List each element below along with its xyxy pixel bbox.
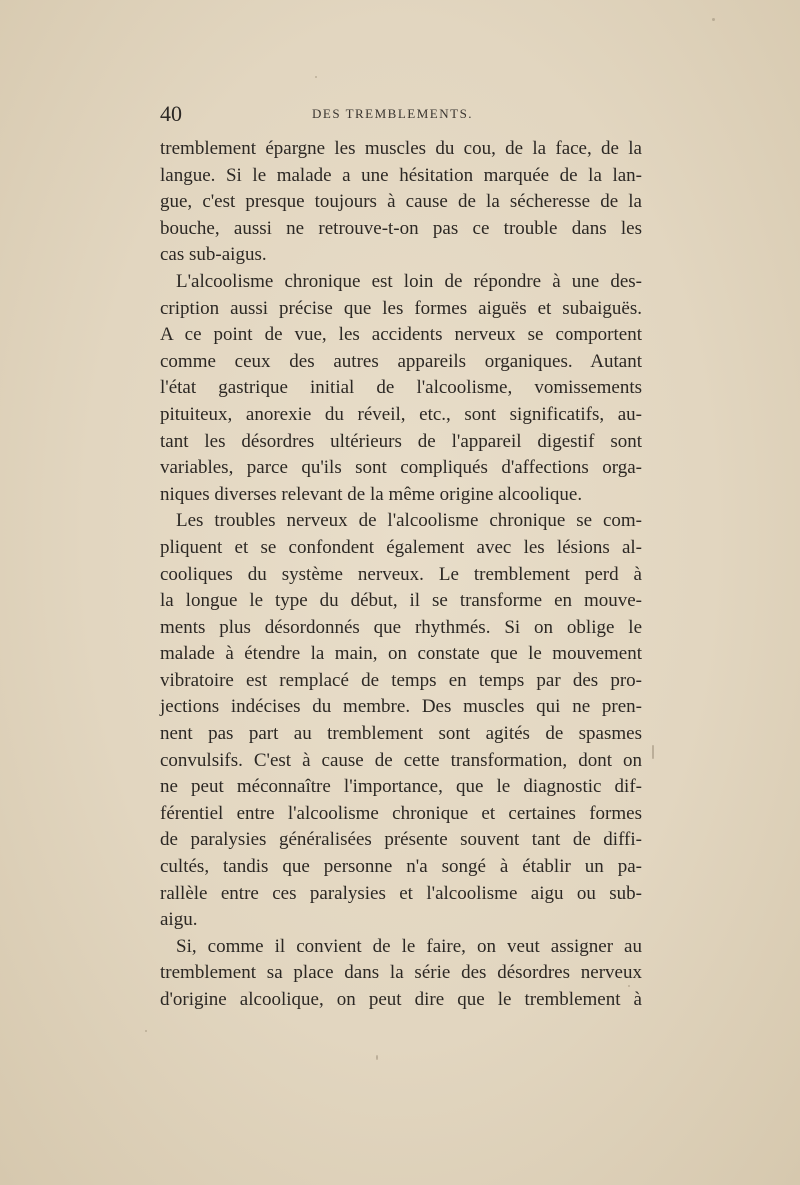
page-number: 40	[160, 101, 182, 126]
text-line: pliquent et se confondent également avec les lésions al-	[160, 536, 642, 558]
text-line: nent pas part au tremblement sont agités de spasmes	[160, 723, 642, 745]
text-line: vibratoire est remplacé de temps en temps par des pro-	[160, 669, 642, 691]
text-line: langue. Si le malade a une hésitation marquée de la lan-	[160, 164, 642, 186]
text-line: niques diverses relevant de la même origine alcoolique.	[160, 483, 583, 505]
text-line: tant les désordres ultérieurs de l'appareil digestif sont	[160, 430, 642, 452]
text-line: comme ceux des autres appareils organiques. Autant	[160, 350, 642, 372]
text-line: cultés, tandis que personne n'a songé à établir un pa-	[160, 856, 642, 878]
paper-speck	[145, 1030, 147, 1032]
text-line: bouche, aussi ne retrouve-t-on pas ce trouble dans les	[160, 217, 642, 239]
text-line: aigu.	[160, 909, 198, 931]
paper-speck	[712, 18, 715, 21]
text-line: jections indécises du membre. Des muscles qui ne pren-	[160, 696, 642, 718]
text-line: cooliques du système nerveux. Le tremblement perd à	[160, 563, 642, 585]
text-line: gue, c'est presque toujours à cause de la sécheresse de la	[160, 191, 642, 213]
text-line: tremblement épargne les muscles du cou, de la face, de la	[160, 138, 642, 159]
text-line: malade à étendre la main, on constate que le mouvement	[160, 643, 642, 665]
text-line: convulsifs. C'est à cause de cette transformation, dont on	[160, 749, 642, 771]
page-header	[160, 100, 642, 128]
body-text	[160, 136, 642, 1014]
paper-speck	[652, 745, 654, 759]
paper-speck	[628, 985, 630, 987]
text-line: rallèle entre ces paralysies et l'alcoolisme aigu ou sub-	[160, 882, 642, 904]
running-head: DES TREMBLEMENTS.	[312, 106, 474, 121]
text-line: la longue le type du début, il se transforme en mouve-	[160, 590, 642, 612]
paragraph-start-line: Si, comme il convient de le faire, on veut assigner au	[176, 935, 642, 957]
text-line: A ce point de vue, les accidents nerveux se comportent	[160, 324, 642, 346]
text-line: ne peut méconnaître l'importance, que le diagnostic dif-	[160, 776, 642, 798]
text-line: pituiteux, anorexie du réveil, etc., sont significatifs, au-	[160, 403, 642, 425]
text-line: d'origine alcoolique, on peut dire que le tremblement à	[160, 989, 642, 1010]
text-line: l'état gastrique initial de l'alcoolisme, vomissements	[160, 377, 642, 399]
text-line: cas sub-aigus.	[160, 244, 267, 266]
text-line: tremblement sa place dans la série des désordres nerveux	[160, 962, 642, 984]
text-line: cription aussi précise que les formes aiguës et subaiguës.	[160, 297, 642, 319]
text-line: variables, parce qu'ils sont compliqués d'affections orga-	[160, 457, 642, 479]
paragraph-start-line: L'alcoolisme chronique est loin de répondre à une des-	[176, 270, 642, 292]
paragraph-start-line: Les troubles nerveux de l'alcoolisme chronique se com-	[176, 510, 642, 532]
paper-speck	[315, 76, 317, 78]
paper-speck	[376, 1055, 378, 1060]
text-line: férentiel entre l'alcoolisme chronique et certaines formes	[160, 802, 642, 824]
text-line: de paralysies généralisées présente souvent tant de diffi-	[160, 829, 642, 851]
text-line: ments plus désordonnés que rhythmés. Si on oblige le	[160, 616, 642, 638]
